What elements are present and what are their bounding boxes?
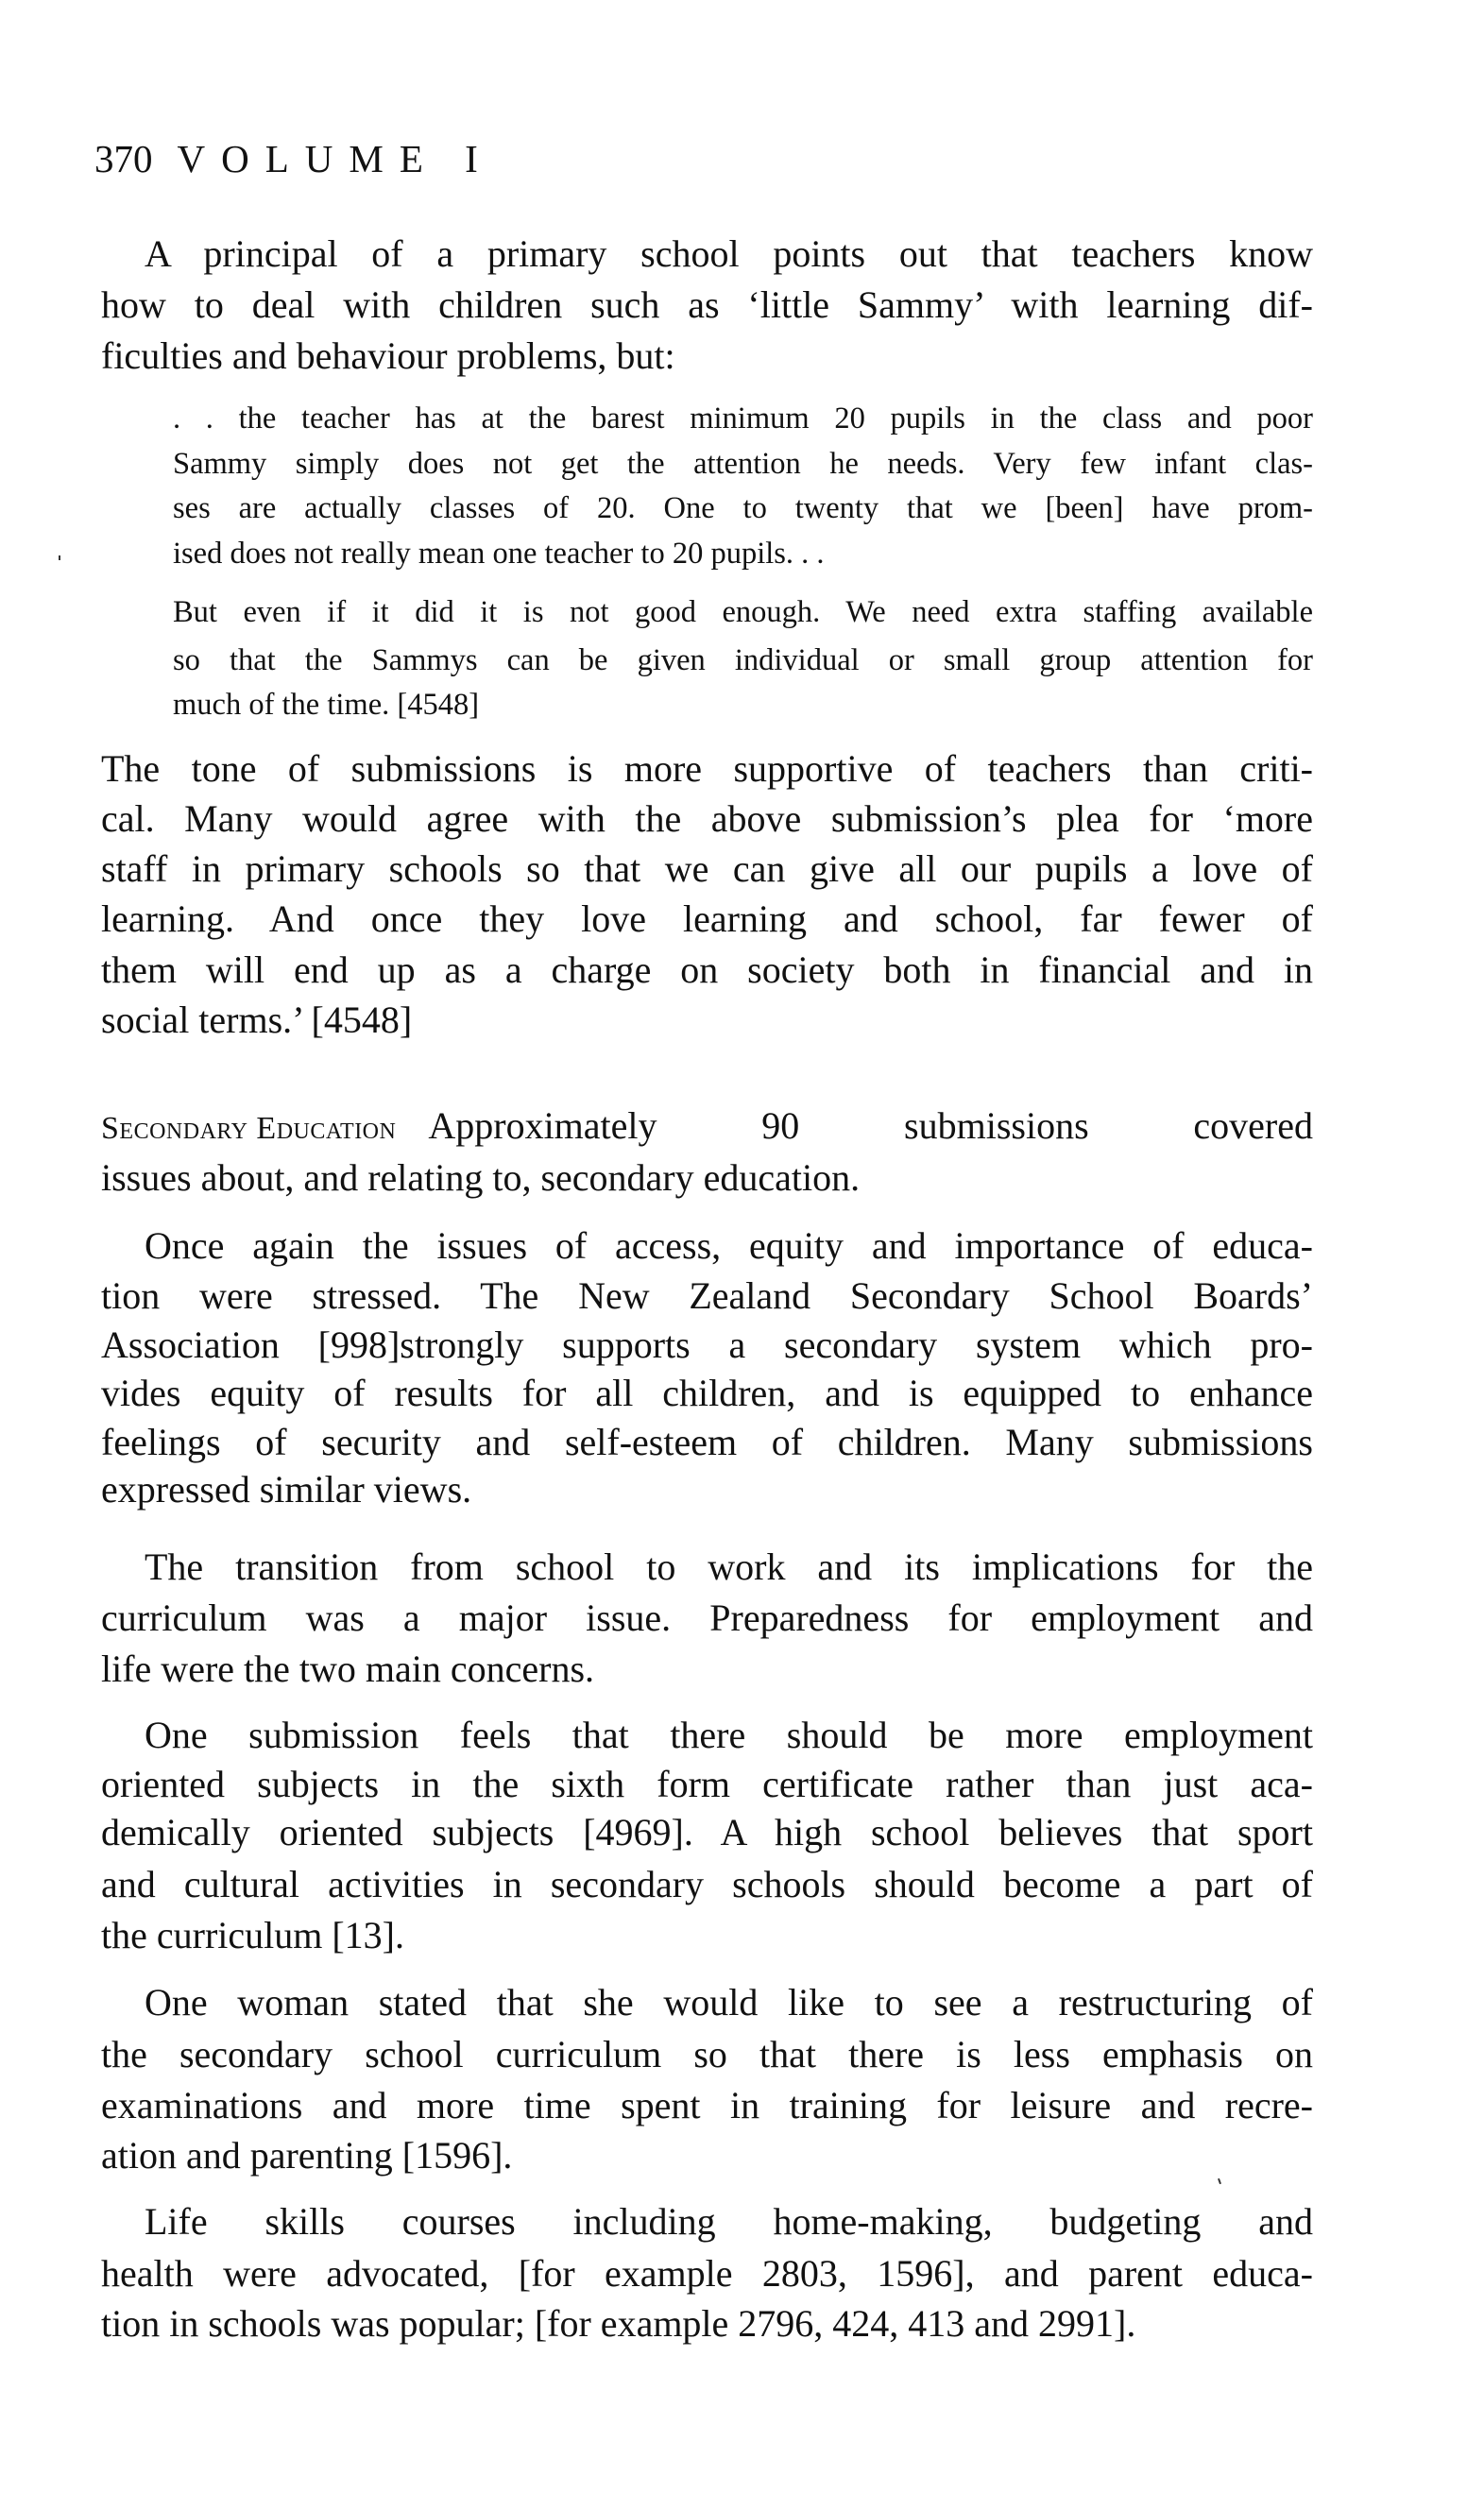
quote-line: Sammy simply does not get the attention he needs. Very few infant clas- <box>173 447 1313 481</box>
running-head <box>94 138 494 179</box>
text-line: One submission feels that there should be more employment <box>145 1714 1313 1756</box>
section-heading: Secondary Education <box>101 1111 397 1146</box>
text-line: Once again the issues of access, equity and importance of educa- <box>145 1224 1313 1267</box>
text-line: curriculum was a major issue. Preparedness for employment and <box>101 1596 1313 1639</box>
text-line: issues about, and relating to, secondary education. <box>101 1156 861 1199</box>
scan-artifact <box>1218 2178 1221 2184</box>
text-line: ation and parenting [1596]. <box>101 2134 513 2177</box>
quote-line: ses are actually classes of 20. One to twenty that we [been] have prom- <box>173 491 1313 525</box>
quote-line: ised does not really mean one teacher to 20 pupils. . . <box>173 537 825 571</box>
quote-line: . . the teacher has at the barest minimum 20 pupils in the class and poor <box>173 401 1313 435</box>
text-line: oriented subjects in the sixth form certificate rather than just aca- <box>101 1763 1313 1805</box>
text-line: demically oriented subjects [4969]. A high school believes that sport <box>101 1811 1313 1853</box>
quote-line: But even if it did it is not good enough. We need extra staffing available <box>173 595 1313 629</box>
quote-line: so that the Sammys can be given individual or small group attention for <box>173 643 1313 677</box>
text-line: life were the two main concerns. <box>101 1648 595 1690</box>
scan-artifact <box>59 555 60 560</box>
quote-line: much of the time. [4548] <box>173 688 480 722</box>
text-line: staff in primary schools so that we can give all our pupils a love of <box>101 847 1313 890</box>
text-line: tion were stressed. The New Zealand Secondary School Boards’ <box>101 1274 1313 1317</box>
text-line: the curriculum [13]. <box>101 1914 404 1956</box>
text-line: learning. And once they love learning and school, far fewer of <box>101 897 1313 940</box>
text-line: health were advocated, [for example 2803, 1596], and parent educa- <box>101 2252 1313 2295</box>
text-line: ficulties and behaviour problems, but: <box>101 334 675 377</box>
text-line: examinations and more time spent in training for leisure and recre- <box>101 2084 1313 2126</box>
page-number: 370 <box>94 137 153 180</box>
text-line: Association [998]strongly supports a secondary system which pro- <box>101 1323 1313 1366</box>
text-line: Life skills courses including home-making, budgeting and <box>145 2200 1313 2243</box>
text-line: The transition from school to work and its implications for the <box>145 1545 1313 1588</box>
section-heading-line <box>101 1104 1313 1148</box>
text-line: feelings of security and self-esteem of children. Many submissions <box>101 1421 1313 1463</box>
text-line: and cultural activities in secondary schools should become a part of <box>101 1863 1313 1905</box>
text-line: cal. Many would agree with the above submission’s plea for ‘more <box>101 797 1313 840</box>
text-line: Approximately 90 submissions covered <box>428 1104 1313 1147</box>
text-line: expressed similar views. <box>101 1468 472 1511</box>
text-line: tion in schools was popular; [for example 2796, 424, 413 and 2991]. <box>101 2302 1136 2345</box>
volume-label: VOLUME I <box>177 137 494 180</box>
text-line: The tone of submissions is more supportive of teachers than criti- <box>101 747 1313 790</box>
text-line: One woman stated that she would like to see a restructuring of <box>145 1981 1313 2023</box>
text-line: the secondary school curriculum so that there is less emphasis on <box>101 2033 1313 2075</box>
text-line: vides equity of results for all children, and is equipped to enhance <box>101 1372 1313 1414</box>
text-line: them will end up as a charge on society both in financial and in <box>101 948 1313 991</box>
text-line: A principal of a primary school points out that teachers know <box>145 232 1313 275</box>
text-line: how to deal with children such as ‘little Sammy’ with learning dif- <box>101 283 1313 326</box>
text-line: social terms.’ [4548] <box>101 999 413 1041</box>
